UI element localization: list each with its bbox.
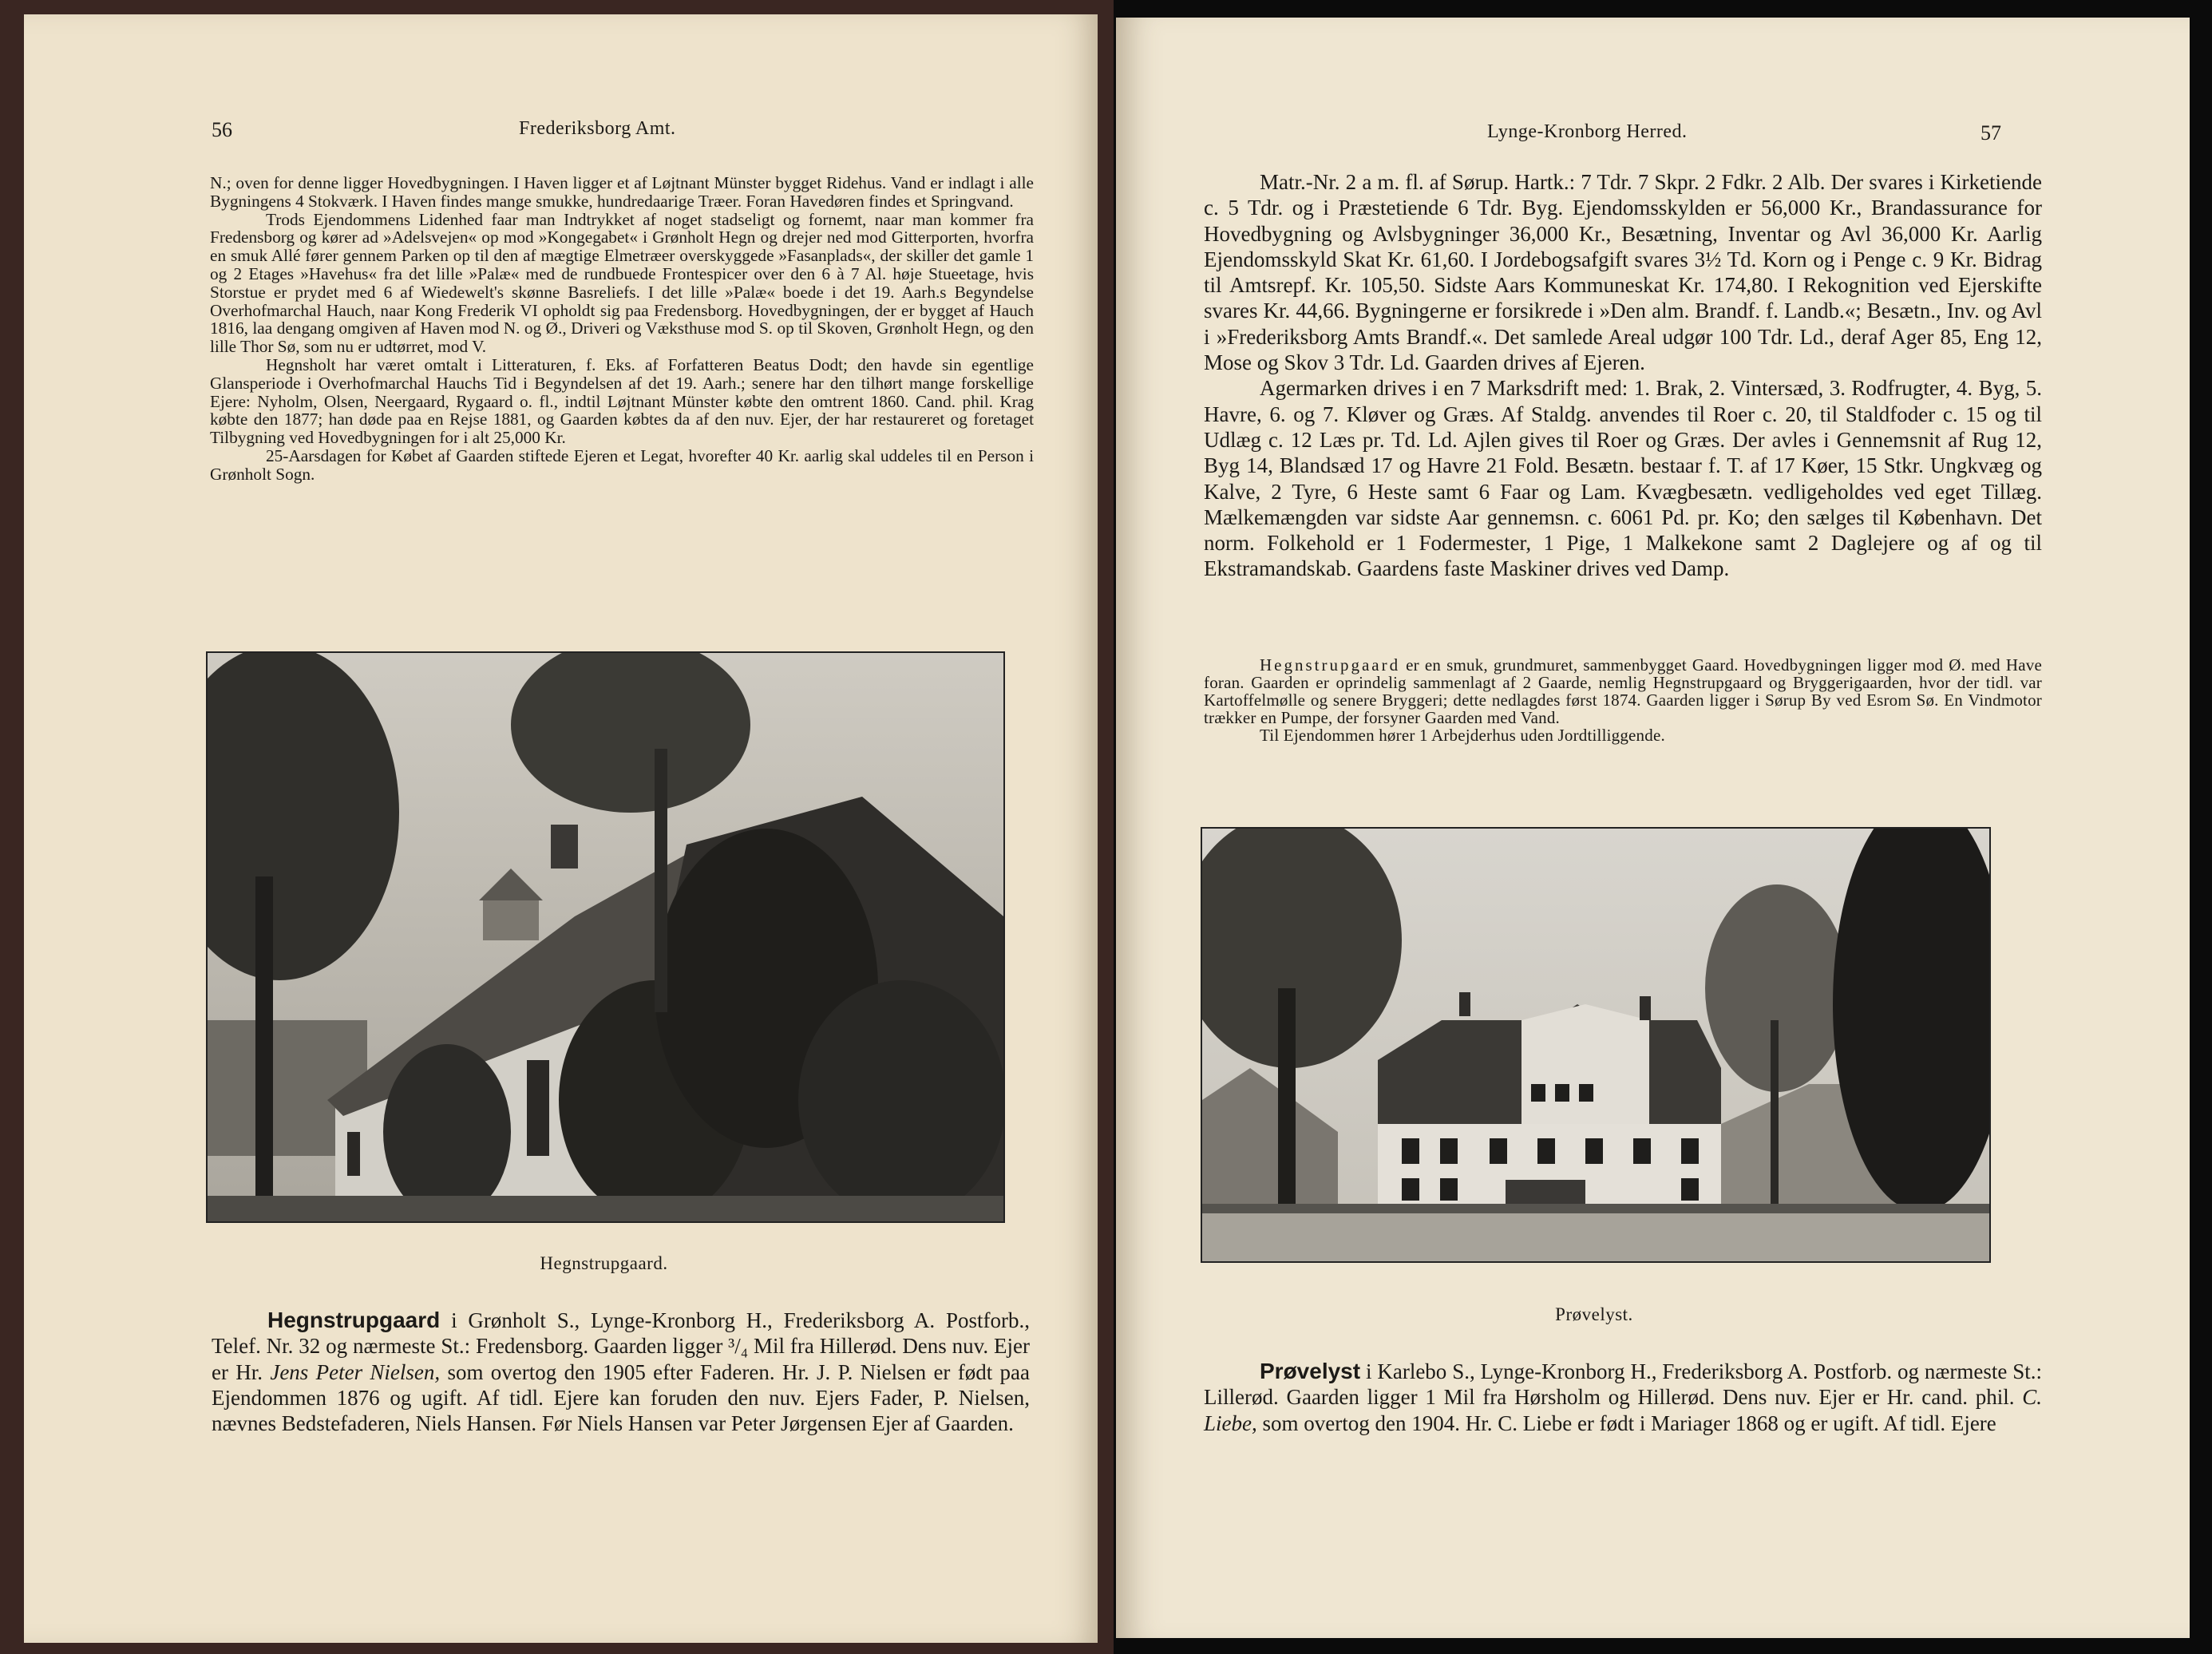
entry-hegnstrupgaard [212,1308,1030,1436]
entry-proevelyst [1204,1359,2042,1436]
petit-paragraph: er en smuk, grundmuret, sammenbygget Gaard. Hovedbygningen ligger mod Ø. med Have foran. Gaarden er oprindelig sammenlagt af 2 Gaarde, nemlig Hegnstrupgaard og Bryggerigaarden, hvor der tidl. var Kartoffelmølle og senere Bryggeri; dette nedlagdes først 1874. Gaarden ligger i Sørup By ved Esrom Sø. En Vindmotor trækker en Pumpe, der forsyner Gaarden med Vand. [1204,655,2042,727]
petit-text [1204,656,2042,744]
owner-name: C. Liebe, [1204,1385,2042,1435]
body-text-small [210,174,1034,484]
running-head: Frederiksborg Amt. [519,118,676,139]
entry-title: Prøvelyst [1260,1359,1361,1383]
owner-name: Jens Peter Nielsen, [270,1359,441,1384]
entry-text: som overtog den 1904. Hr. C. Liebe er født i Mariager 1868 og er ugift. Af tidl. Ejere [1256,1411,1996,1435]
photo-proevelyst [1201,827,1991,1263]
petit-paragraph: Til Ejendommen hører 1 Arbejderhus uden Jordtilliggende. [1260,726,1665,745]
entry-title: Hegnstrupgaard [267,1308,441,1332]
right-page [1116,18,2190,1638]
running-head: Lynge-Kronborg Herred. [1487,121,1688,142]
paragraph: Agermarken drives i en 7 Marksdrift med: 1. Brak, 2. Vintersæd, 3. Rodfrugter, 4. Byg, 5. Havre, 6. og 7. Kløver og Græs. Af Staldg. anvendes til Roer c. 20, til Staldfoder c. 15 og til Udlæg c. 12 Læs pr. Td. Ld. Ajlen gives til Roer og Græs. Der avles i Gennemsnit af Rug 12, Byg 14, Blandsæd 17 og Havre 21 Fold. Besætn. bestaar f. T. af 17 Køer, 15 Stkr. Ungkvæg og Kalve, 2 Tyre, 6 Heste samt 6 Faar og Lam. Kvægbesætn. vedligeholdes ved eget Tillæg. Mælkemængden var sidste Aar gennemsn. c. 6061 Pd. pr. Ko; den sælges til København. Det norm. Folkehold er 1 Fodermester, 1 Pige, 1 Malkekone samt 2 Daglejere og af og til Ekstramandskab. Gaardens faste Maskiner drives ved Damp. [1204,376,2042,581]
left-page [24,14,1098,1643]
photo-caption: Prøvelyst. [1555,1304,1633,1324]
photo-hegnstrupgaard [206,651,1005,1223]
spaced-name: Hegnstrupgaard [1260,655,1401,675]
page-number: 56 [212,118,232,141]
fraction: ³/₄ [728,1334,749,1359]
entry-text: Mil fra Hillerød. Dens nuv. Ejer er Hr. [212,1334,1030,1384]
paragraph: N.; oven for denne ligger Hovedbygningen. I Haven ligger et af Løjtnant Münster bygget Ridehus. Vand er indlagt i alle Bygningens 4 Stokværk. I Haven findes mange smukke, hundredaarige Træer. Foran Havedøren findes et Springvand. [210,173,1034,211]
paragraph: Hegnsholt har været omtalt i Litteraturen, f. Eks. af Forfatteren Beatus Dodt; den havde sin egentlige Glansperiode i Overhofmarchal Hauchs Tid i Begyndelsen af det 19. Aarh.; senere har den tilhørt mange forskellige Ejere: Nyholm, Olsen, Neergaard, Rygaard o. fl., indtil Løjtnant Münster købte den omtrent 1860. Cand. phil. Krag købte den 1877; han døde paa en Rejse 1881, og Gaarden købtes da af den nuv. Ejer, der har restaureret og foretaget Tilbygning ved Hovedbygningen for i alt 25,000 Kr. [210,354,1034,448]
paragraph: 25-Aarsdagen for Købet af Gaarden stiftede Ejeren et Legat, hvorefter 40 Kr. aarlig skal uddeles til en Person i Grønholt Sogn. [210,445,1034,484]
paragraph: Trods Ejendommens Lidenhed faar man Indtrykket af noget stadseligt og fornemt, naar man kommer fra Fredensborg og kører ad »Adelsvejen« op mod »Kongegabet« i Grønholt Hegn og drejer ned mod Gitterporten, hvorfra en smuk Allé fører gennem Parken op til den af mægtige Elmetræer overskyggede »Fasanplads«, der skiller det gamle 1 og 2 Etages »Havehus« fra det lille »Palæ« med de rundbuede Frontespicer over den 6 à 7 Al. høje Stueetage, hvis Storstue er prydet med 6 af Wiedewelt's skønne Basreliefs. I det lille »Palæ« boede i det 19. Aarh.s Begyndelse Overhofmarchal Hauch, naar Kong Frederik VI opholdt sig paa Fredensborg. Hovedbygningen, der er bygget af Hauch 1816, laa dengang omgiven af Haven mod N. og Ø., Driveri og Væksthuse mod S. op til Skoven, Grønholt Hegn, og den lille Thor Sø, som nu er udtørret, mod V. [210,209,1034,357]
entry-text: i Grønholt S., Lynge-Kronborg H., Frederiksborg A. Postforb., Telef. Nr. 32 og nærmeste St.: Fredensborg. Gaarden ligger [212,1308,1030,1359]
photo-caption: Hegnstrupgaard. [540,1253,668,1273]
entry-text: som overtog den 1905 efter Faderen. Hr. J. P. Nielsen er født paa Ejendommen 1876 og ugift. Af tidl. Ejere kan foruden den nuv. Ejers Fader, P. Nielsen, nævnes Bedstefaderen, Niels Hansen. Før Niels Hansen var Peter Jørgensen Ejer af Gaarden. [212,1359,1030,1436]
entry-text: i Karlebo S., Lynge-Kronborg H., Frederiksborg A. Postforb. og nærmeste St.: Lillerød. Gaarden ligger 1 Mil fra Hørsholm og Hillerød. Dens nuv. Ejer er Hr. cand. phil. [1204,1359,2042,1410]
paragraph: Matr.-Nr. 2 a m. fl. af Sørup. Hartk.: 7 Tdr. 7 Skpr. 2 Fdkr. 2 Alb. Der svares i Kirketiende c. 5 Tdr. og i Præstetiende 6 Tdr. Byg. Ejendomsskylden er 56,000 Kr., Brandassurance for Hovedbygning og Avlsbygninger 36,000 Kr., Besætning, Inventar og Avl 36,000 Kr. Aarlig Ejendomsskyld Skat Kr. 61,60. I Jordebogsafgift svares 3½ Td. Korn og i Penge c. 9 Kr. Bidrag til Amtsrepf. Kr. 105,50. Sidste Aars Kommuneskat Kr. 174,80. I Rekognition ved Ejerskifte svares Kr. 44,66. Bygningerne er forsikrede i »Den alm. Brandf. f. Landb.«; Besætn., Inv. og Avl i »Frederiksborg Amts Brandf.«. Det samlede Areal udgør 100 Tdr. Ld., deraf Ager 85, Eng 12, Mose og Skov 3 Tdr. Ld. Gaarden drives af Ejeren. [1204,170,2042,375]
page-number: 57 [1981,121,2001,144]
body-text [1204,169,2042,582]
